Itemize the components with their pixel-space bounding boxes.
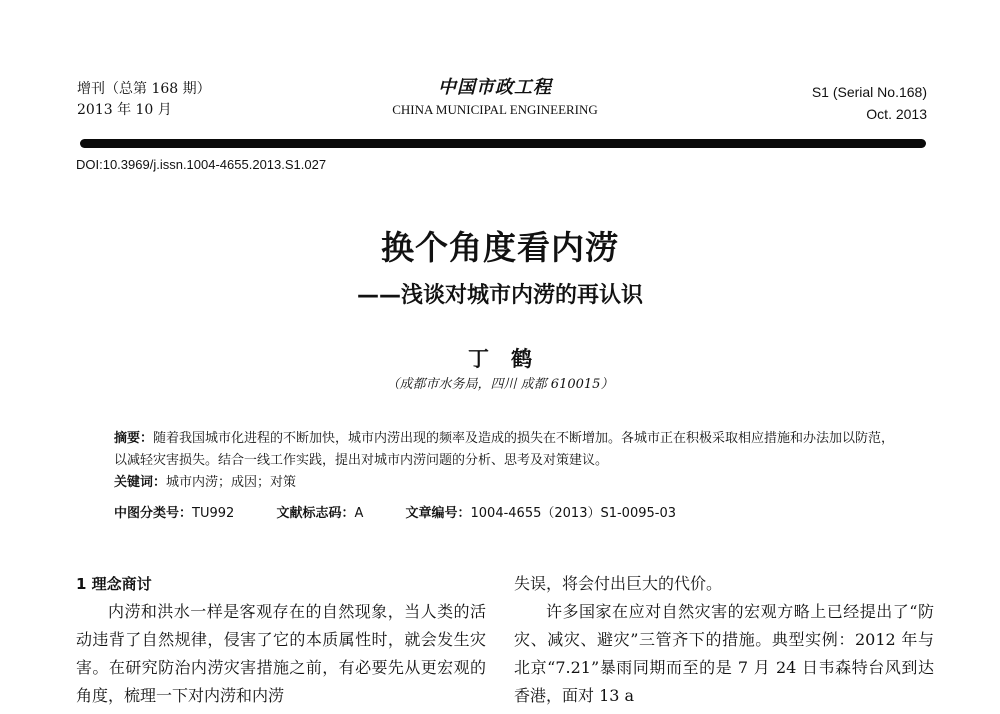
clc-value: TU992 [192,506,235,521]
keywords-label: 关键词： [114,475,167,490]
journal-name-cn: 中国市政工程 [438,77,552,98]
issue-number: 增刊（总第 168 期） [77,81,211,97]
author-name: 丁鹤 [468,346,554,371]
body-column-left [76,570,486,710]
doc-code-label: 文献标志码： [276,506,355,521]
paper-title: 换个角度看内涝 [381,228,619,267]
article-number-label: 文章编号： [405,506,471,521]
article-number-value: 1004-4655（2013）S1-0095-03 [470,506,676,521]
keywords-line [114,472,904,494]
article-number-item [406,506,677,521]
continued-line: 失误，将会付出巨大的代价。 [514,574,723,593]
serial-info [812,81,927,125]
body-column-right [514,570,934,710]
paper-subtitle: ——浅谈对城市内涝的再认识 [356,283,643,308]
abstract-label: 摘要： [114,431,154,446]
abstract-block [114,428,904,494]
author-affiliation: （成都市水务局，四川 成都 610015） [386,377,614,392]
clc-item [114,506,234,521]
doi: DOI:10.3969/j.issn.1004-4655.2013.S1.027 [76,157,327,172]
abstract-text: 随着我国城市化进程的不断加快，城市内涝出现的频率及造成的损失在不断增加。各城市正在积极采取相应措施和办法加以防范，以减轻灾害损失。结合一线工作实践，提出对城市内涝问题的分析、思考及对策建议。 [114,431,895,468]
header-rule [80,139,926,148]
section-1-heading: 1 理念商讨 [76,575,152,593]
issue-info [77,79,211,121]
journal-masthead [330,76,660,120]
classification-row [114,502,714,521]
doc-code-value: A [354,506,364,521]
issue-date: 2013 年 10 月 [77,102,172,118]
serial-number: S1 (Serial No.168) [811,84,927,100]
section-1-paragraph: 内涝和洪水一样是客观存在的自然现象，当人类的活动违背了自然规律，侵害了它的本质属性时，就会发生灾害。在研究防治内涝灾害措施之前，有必要先从更宏观的角度，梳理一下对内涝和内涝 [76,602,486,705]
doc-code-item [276,506,363,521]
right-paragraph: 许多国家在应对自然灾害的宏观方略上已经提出了“防灾、减灾、避灾”三管齐下的措施。典型实例：2012 年与北京“7.21”暴雨同期而至的是 7 月 24 日韦森特台风到达香港，面对 13 a [514,602,934,705]
clc-label: 中图分类号： [114,506,193,521]
serial-date: Oct. 2013 [866,106,927,122]
abstract-paragraph [114,428,904,472]
journal-name-en: CHINA MUNICIPAL ENGINEERING [392,102,598,117]
keywords-text: 城市内涝；成因；对策 [166,475,297,490]
